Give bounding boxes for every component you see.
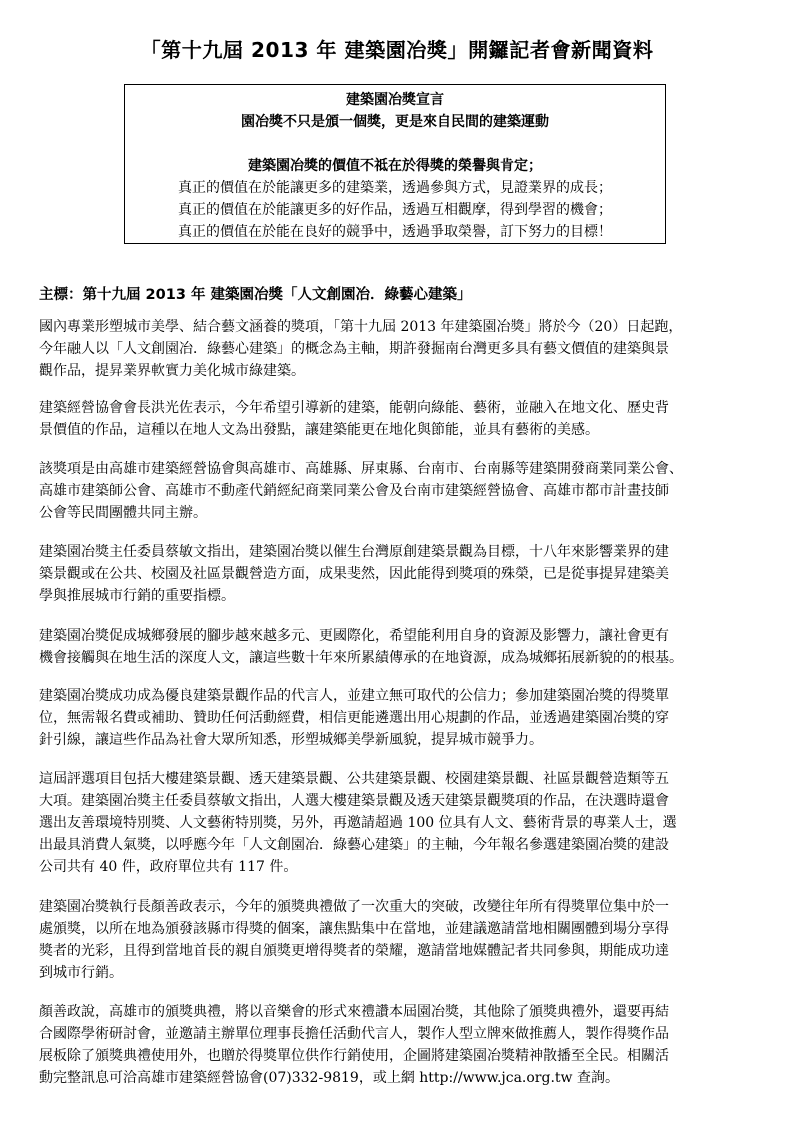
manifesto-value-line: 真正的價值在於能讓更多的好作品，透過互相觀摩，得到學習的機會； — [178, 202, 612, 218]
paragraph-line: 建築經營協會會長洪光佐表示，今年希望引導新的建築，能朝向綠能、藝術，並融入在地文化、歷史背 — [39, 400, 669, 416]
manifesto-heading: 建築園冶獎宣言 — [346, 92, 444, 108]
paragraph-line: 機會接觸與在地生活的深度人文，讓這些數十年來所累績傳承的在地資源，成為城鄉拓展新貌的的根基。 — [39, 650, 683, 666]
main-subtitle: 主標：第十九屆 2013 年 建築園冶獎「人文創園冶．綠藝心建築」 — [39, 287, 472, 303]
paragraph-line: 該獎項是由高雄市建築經營協會與高雄市、高雄縣、屏東縣、台南市、台南縣等建築開發商業同業公會、 — [39, 461, 683, 477]
paragraph-line: 顏善政說，高雄市的頒獎典禮，將以音樂會的形式來禮讚本屆園冶獎，其他除了頒獎典禮外，還要再結 — [39, 1004, 669, 1020]
paragraph-line: 公司共有 40 件，政府單位共有 117 件。 — [39, 859, 298, 875]
paragraph-line: 動完整訊息可洽高雄市建築經營協會(07)332-9819，或上網 http://www.jca.org.tw 查詢。 — [39, 1070, 619, 1086]
paragraph — [39, 768, 759, 878]
paragraph — [39, 458, 759, 524]
paragraph — [39, 625, 759, 669]
paragraph-line: 這屆評選項目包括大樓建築景觀、透天建築景觀、公共建築景觀、校園建築景觀、社區景觀營造類等五 — [39, 771, 669, 787]
paragraph — [39, 685, 759, 751]
paragraph-line: 公會等民間團體共同主辦。 — [39, 505, 207, 521]
manifesto-value-line: 真正的價值在於能讓更多的建築業，透過參與方式，見證業界的成長； — [178, 180, 612, 196]
paragraph-line: 建築園冶獎執行長顏善政表示，今年的頒獎典禮做了一次重大的突破，改變往年所有得獎單位集中於一 — [39, 899, 669, 915]
page-title: 「第十九屆 2013 年 建築園冶獎」開鑼記者會新聞資料 — [140, 38, 654, 62]
paragraph-line: 合國際學術研討會，並邀請主辦單位理事長擔任活動代言人，製作人型立牌來做推薦人，製作得獎作品 — [39, 1026, 669, 1042]
paragraph-line: 針引線，讓這些作品為社會大眾所知悉，形塑城鄉美學新風貌，提昇城市競爭力。 — [39, 732, 543, 748]
paragraph — [39, 316, 759, 382]
manifesto-box — [124, 84, 666, 244]
paragraph — [39, 896, 759, 984]
paragraph — [39, 397, 759, 441]
manifesto-slogan: 園冶獎不只是頒一個獎，更是來自民間的建築運動 — [241, 114, 549, 130]
paragraph-line: 處頒獎，以所在地為頒發該縣市得獎的個案，讓焦點集中在當地，並建議邀請當地相關團體到場分享得 — [39, 921, 669, 937]
paragraph-line: 到城市行銷。 — [39, 965, 123, 981]
paragraph-line: 展板除了頒獎典禮使用外，也贈於得獎單位供作行銷使用，企圖將建築園冶獎精神散播至全民。相關活 — [39, 1048, 669, 1064]
paragraph-line: 築景觀或在公共、校園及社區景觀營造方面，成果斐然，因此能得到獎項的殊榮，已是從事提昇建築美 — [39, 566, 669, 582]
paragraph-line: 選出友善環境特別獎、人文藝術特別獎，另外，再邀請超過 100 位具有人文、藝術背景的專業人士，選 — [39, 815, 677, 831]
paragraph-line: 大項。建築園冶獎主任委員蔡敏文指出，人選大樓建築景觀及透天建築景觀獎項的作品，在決選時還會 — [39, 793, 669, 809]
paragraph-line: 國內專業形塑城市美學、結合藝文涵養的獎項，「第十九屆 2013 年建築園冶獎」將於今（20）日起跑， — [39, 319, 683, 335]
paragraph — [39, 1001, 759, 1089]
paragraph-line: 獎者的光彩，且得到當地首長的親自頒獎更增得獎者的榮耀，邀請當地媒體記者共同參與，期能成功達 — [39, 943, 669, 959]
paragraph — [39, 541, 759, 607]
paragraph-line: 今年融人以「人文創園冶．綠藝心建築」的概念為主軸，期許發掘南台灣更多具有藝文價值的建築與景 — [39, 341, 669, 357]
paragraph-line: 觀作品，提昇業界軟實力美化城市綠建築。 — [39, 363, 305, 379]
paragraph-line: 位，無需報名費或補助、贊助任何活動經費，相信更能遴選出用心規劃的作品，並透過建築園冶獎的穿 — [39, 710, 669, 726]
manifesto-value-line: 真正的價值在於能在良好的競爭中，透過爭取榮譽，訂下努力的目標！ — [178, 224, 612, 240]
paragraph-line: 建築園冶獎主任委員蔡敏文指出，建築園冶獎以催生台灣原創建築景觀為目標，十八年來影響業界的建 — [39, 544, 669, 560]
paragraph-line: 出最具消費人氣獎，以呼應今年「人文創園冶．綠藝心建築」的主軸，今年報名參選建築園冶獎的建設 — [39, 837, 669, 853]
paragraph-line: 學與推展城市行銷的重要指標。 — [39, 588, 235, 604]
paragraph-line: 建築園冶獎促成城鄉發展的腳步越來越多元、更國際化，希望能利用自身的資源及影響力，讓社會更有 — [39, 628, 669, 644]
paragraph-line: 建築園冶獎成功成為優良建築景觀作品的代言人，並建立無可取代的公信力；參加建築園冶獎的得獎單 — [39, 688, 669, 704]
paragraph-line: 高雄市建築師公會、高雄市不動產代銷經紀商業同業公會及台南市建築經營協會、高雄市都市計畫技師 — [39, 483, 669, 499]
manifesto-value-heading: 建築園冶獎的價值不祗在於得獎的榮譽與肯定； — [248, 158, 542, 174]
paragraph-line: 景價值的作品，這種以在地人文為出發點，讓建築能更在地化與節能，並具有藝術的美感。 — [39, 422, 599, 438]
